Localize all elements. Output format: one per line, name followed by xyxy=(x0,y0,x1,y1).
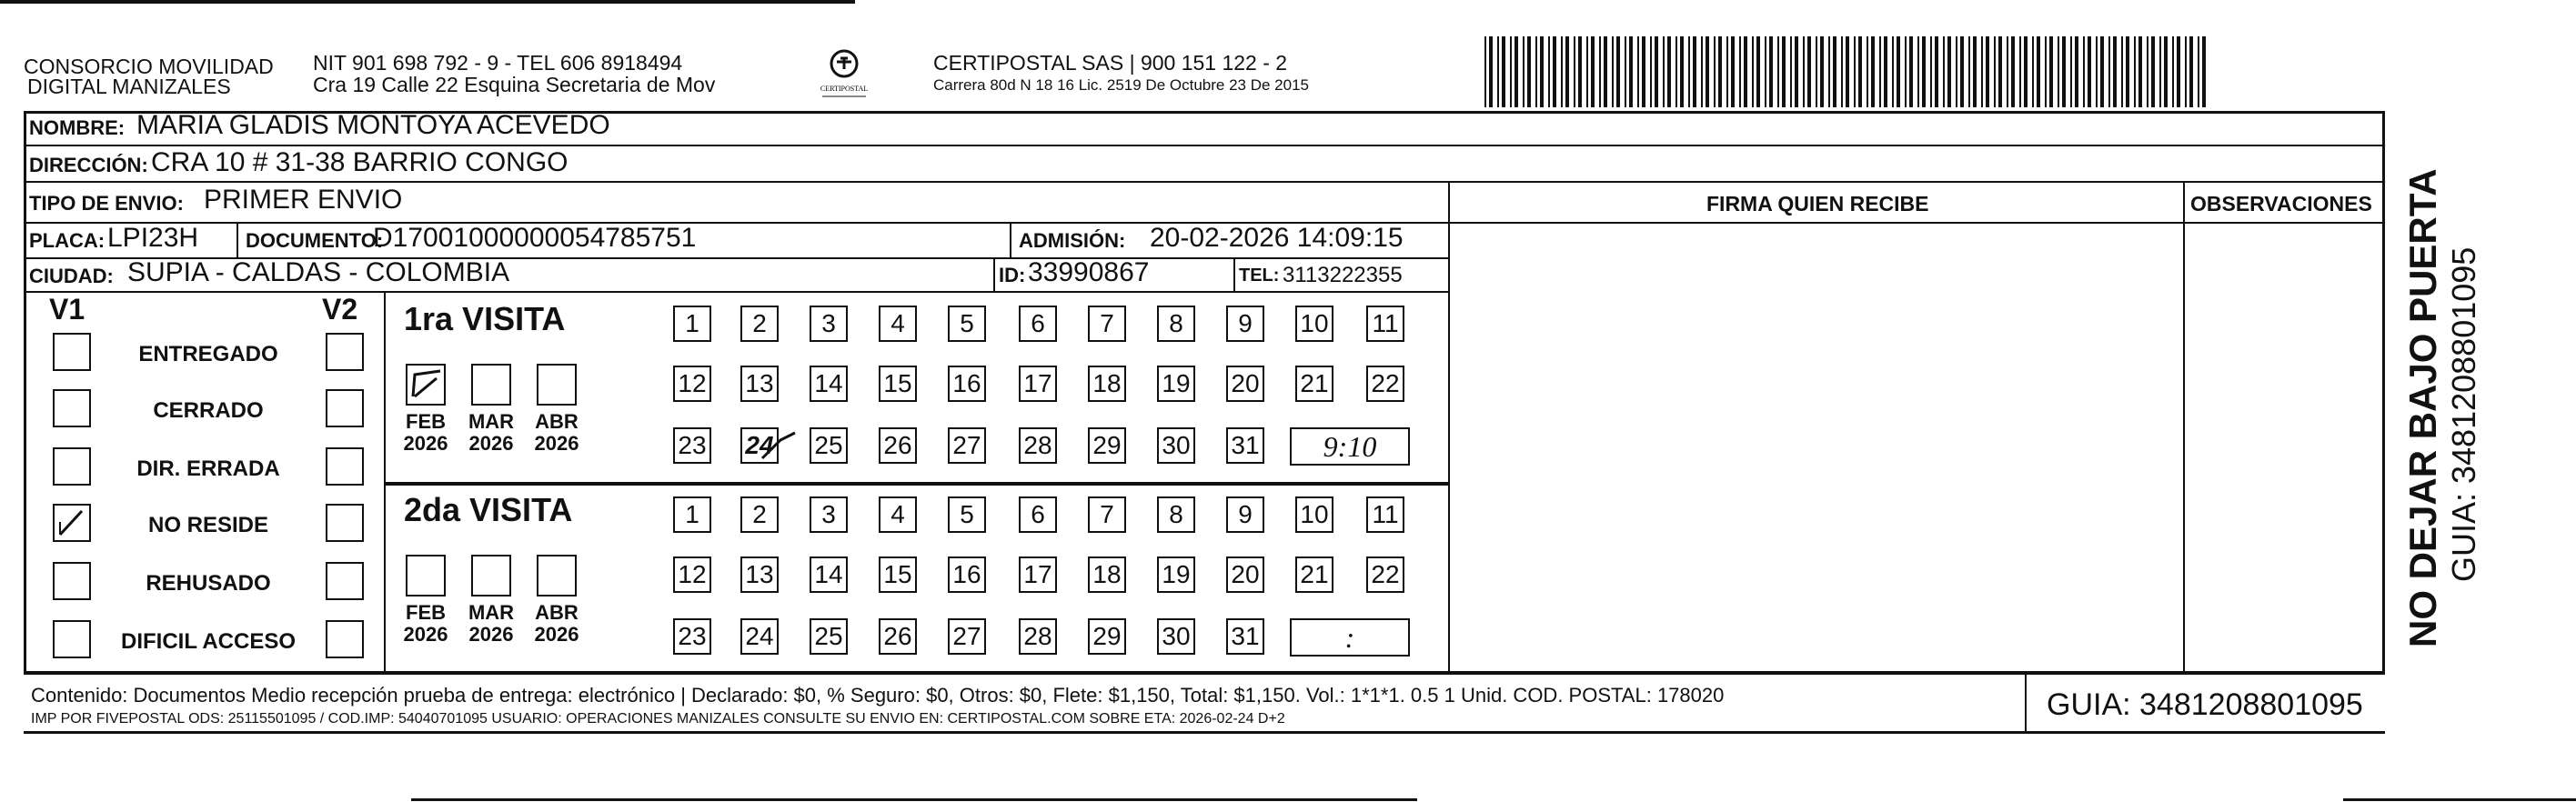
side-guia: GUIA: 3481208801095 xyxy=(2445,246,2482,582)
tel-label: TEL: xyxy=(1239,266,1280,286)
day-box[interactable]: 11 xyxy=(1366,306,1404,342)
barcode-bar xyxy=(2147,36,2148,107)
day-box[interactable]: 23 xyxy=(673,427,711,464)
day-box[interactable]: 4 xyxy=(879,496,917,533)
tipo-value: PRIMER ENVIO xyxy=(204,185,403,215)
month-checkbox[interactable] xyxy=(471,364,511,406)
barcode-bar xyxy=(1930,36,1932,107)
day-box[interactable]: 24 xyxy=(740,427,779,464)
barcode-bar xyxy=(1663,36,1665,107)
barcode-bar xyxy=(2126,36,2129,107)
day-box[interactable]: 10 xyxy=(1295,496,1333,533)
cell-divider xyxy=(1233,257,1235,292)
barcode-bar xyxy=(1922,36,1926,107)
status-label: NO RESIDE xyxy=(147,513,269,537)
month-checkbox[interactable] xyxy=(406,555,446,596)
year-label: 2026 xyxy=(468,623,514,646)
barcode-bar xyxy=(2159,36,2161,107)
barcode-bar xyxy=(2113,36,2117,107)
footer-bottom-line xyxy=(24,731,2385,734)
documento-value: D17001000000054785751 xyxy=(373,223,697,253)
barcode-bar xyxy=(1858,36,1862,107)
barcode-bar xyxy=(1854,36,1856,107)
barcode-bar xyxy=(1981,36,1983,107)
barcode-bar xyxy=(1612,36,1614,107)
check-mark-icon xyxy=(55,506,89,540)
barcode-bar xyxy=(1578,36,1582,107)
cell-divider xyxy=(236,222,238,258)
day-box[interactable]: 1 xyxy=(673,496,711,533)
visit-title: 2da VISITA xyxy=(404,491,573,528)
v2-checkbox[interactable] xyxy=(326,562,364,600)
day-box[interactable]: 13 xyxy=(740,366,779,402)
day-box[interactable]: 30 xyxy=(1157,427,1195,464)
id-value: 33990867 xyxy=(1028,257,1150,287)
barcode-bar xyxy=(2037,36,2040,107)
barcode-bar xyxy=(2011,36,2015,107)
day-box[interactable]: 8 xyxy=(1157,306,1195,342)
day-box[interactable]: 12 xyxy=(673,366,711,402)
day-box[interactable]: 8 xyxy=(1157,496,1195,533)
barcode-bar xyxy=(1527,36,1531,107)
scan-edge-bottom xyxy=(411,798,1417,801)
barcode-bar xyxy=(1714,36,1716,107)
imp-text: IMP POR FIVEPOSTAL ODS: 25115501095 / COD.IMP: 54040701095 USUARIO: OPERACIONES MANIZALES CONSULTE SU ENVIO EN: CERTIPOSTAL.COM SOBRE ETA: 2026-02-24 D+2 xyxy=(31,711,1285,727)
nit-line1: NIT 901 698 792 - 9 - TEL 606 8918494 xyxy=(313,51,683,75)
placa-label: PLACA: xyxy=(29,229,106,252)
visit-title: 1ra VISITA xyxy=(404,300,566,337)
id-label: ID: xyxy=(999,264,1026,286)
day-box[interactable]: 1 xyxy=(673,306,711,342)
barcode-bar xyxy=(1523,36,1524,107)
day-box[interactable]: 31 xyxy=(1226,618,1264,655)
barcode-bar xyxy=(1960,36,1964,107)
barcode-bar xyxy=(2172,36,2174,107)
documento-label: DOCUMENTO: xyxy=(246,229,384,252)
nombre-label: NOMBRE: xyxy=(29,116,126,139)
day-box[interactable]: 27 xyxy=(948,618,986,655)
barcode-bar xyxy=(1756,36,1760,107)
barcode-bar xyxy=(1790,36,1792,107)
barcode-bar xyxy=(1947,36,1951,107)
company2-line1: CERTIPOSTAL SAS | 900 151 122 - 2 xyxy=(933,51,1288,75)
v2-checkbox[interactable] xyxy=(326,504,364,542)
barcode-bar xyxy=(1884,36,1887,107)
company1-line1: CONSORCIO MOVILIDAD xyxy=(24,55,274,78)
v2-checkbox[interactable] xyxy=(326,333,364,371)
company1-line2: DIGITAL MANIZALES xyxy=(27,75,231,98)
barcode-bar xyxy=(2100,36,2104,107)
nombre-value: MARIA GLADIS MONTOYA ACEVEDO xyxy=(136,110,610,140)
day-box[interactable]: 14 xyxy=(810,366,848,402)
month-checkbox[interactable] xyxy=(537,364,577,406)
time-box[interactable]: : xyxy=(1290,618,1410,657)
day-box[interactable]: 17 xyxy=(1019,556,1057,593)
barcode-bar xyxy=(1905,36,1907,107)
barcode-bar xyxy=(1574,36,1575,107)
barcode-bar xyxy=(1769,36,1773,107)
barcode-bar xyxy=(2198,36,2199,107)
day-box[interactable]: 17 xyxy=(1019,366,1057,402)
barcode-bar xyxy=(1726,36,1728,107)
barcode-bar xyxy=(1502,36,1505,107)
barcode-bar xyxy=(1892,36,1894,107)
barcode-bar xyxy=(2138,36,2142,107)
barcode-bar xyxy=(2075,36,2078,107)
barcode-bar xyxy=(1586,36,1588,107)
day-box[interactable]: 4 xyxy=(879,306,917,342)
visit-divider xyxy=(384,482,1448,486)
day-box[interactable]: 6 xyxy=(1019,496,1057,533)
barcode-bar xyxy=(1484,36,1486,107)
barcode-bar xyxy=(1650,36,1652,107)
svg-text:CERTIPOSTAL: CERTIPOSTAL xyxy=(820,85,869,93)
barcode-bar xyxy=(1917,36,1919,107)
day-box[interactable]: 11 xyxy=(1366,496,1404,533)
barcode-bar xyxy=(2070,36,2072,107)
day-box[interactable]: 16 xyxy=(948,366,986,402)
status-label: CERRADO xyxy=(153,398,264,423)
barcode-bar xyxy=(1739,36,1741,107)
barcode-bar xyxy=(1701,36,1703,107)
day-box[interactable]: 18 xyxy=(1088,366,1126,402)
barcode-bar xyxy=(1998,36,2002,107)
v1-checkbox[interactable] xyxy=(53,620,91,658)
barcode-bar xyxy=(2151,36,2155,107)
day-box[interactable]: 2 xyxy=(740,496,779,533)
barcode-bar xyxy=(1816,36,1817,107)
status-label: ENTREGADO xyxy=(138,342,278,366)
time-box[interactable]: 9:10 xyxy=(1290,427,1410,466)
barcode-bar xyxy=(2007,36,2008,107)
column-divider xyxy=(1448,181,1450,673)
admision-value: 20-02-2026 14:09:15 xyxy=(1150,223,1404,253)
day-box[interactable]: 14 xyxy=(810,556,848,593)
barcode-bar xyxy=(2049,36,2053,107)
day-box[interactable]: 19 xyxy=(1157,556,1195,593)
v1-checkbox[interactable] xyxy=(53,562,91,600)
barcode-bar xyxy=(1604,36,1607,107)
barcode-bar xyxy=(1591,36,1595,107)
barcode-bar xyxy=(1553,36,1556,107)
v1-checkbox[interactable] xyxy=(53,333,91,371)
direccion-label: DIRECCIÓN: xyxy=(29,154,148,176)
day-box[interactable]: 27 xyxy=(948,427,986,464)
day-box[interactable]: 28 xyxy=(1019,427,1057,464)
v1-label: V1 xyxy=(49,293,86,326)
row-line xyxy=(24,145,2385,146)
barcode-bar xyxy=(1655,36,1658,107)
barcode-bar xyxy=(1956,36,1957,107)
footer-divider xyxy=(2025,671,2027,731)
day-check-mark-icon xyxy=(759,431,799,472)
month-label: ABR xyxy=(535,601,579,624)
year-label: 2026 xyxy=(534,432,579,455)
barcode-bar xyxy=(2134,36,2136,107)
day-box[interactable]: 19 xyxy=(1157,366,1195,402)
barcode-bar xyxy=(1489,36,1493,107)
barcode-bar xyxy=(1688,36,1690,107)
day-box[interactable]: 15 xyxy=(879,366,917,402)
barcode-bar xyxy=(1642,36,1645,107)
barcode-bar xyxy=(1497,36,1499,107)
day-box[interactable]: 23 xyxy=(673,618,711,655)
barcode-bar xyxy=(1731,36,1735,107)
barcode-bar xyxy=(1548,36,1550,107)
day-box[interactable]: 28 xyxy=(1019,618,1057,655)
footer-guia: GUIA: 3481208801095 xyxy=(2047,687,2363,722)
barcode-bar xyxy=(1718,36,1722,107)
barcode-bar xyxy=(1828,36,1830,107)
barcode-bar xyxy=(1973,36,1977,107)
barcode-bar xyxy=(1879,36,1881,107)
barcode-bar xyxy=(1744,36,1747,107)
day-box[interactable]: 22 xyxy=(1366,366,1404,402)
barcode-bar xyxy=(1706,36,1709,107)
day-box[interactable]: 22 xyxy=(1366,556,1404,593)
admision-label: ADMISIÓN: xyxy=(1019,229,1126,252)
v1-checkbox[interactable] xyxy=(53,389,91,427)
barcode-bar xyxy=(1765,36,1766,107)
day-box[interactable]: 3 xyxy=(810,496,848,533)
barcode xyxy=(1484,36,2207,107)
ciudad-label: CIUDAD: xyxy=(29,265,114,287)
day-box[interactable]: 13 xyxy=(740,556,779,593)
barcode-bar xyxy=(1565,36,1569,107)
barcode-bar xyxy=(1629,36,1633,107)
barcode-bar xyxy=(2024,36,2028,107)
barcode-bar xyxy=(1897,36,1900,107)
month-label: FEB xyxy=(406,410,446,433)
day-box[interactable]: 20 xyxy=(1226,556,1264,593)
row-line xyxy=(24,671,2385,673)
day-box[interactable]: 16 xyxy=(948,556,986,593)
barcode-bar xyxy=(1986,36,1989,107)
certipostal-logo-icon xyxy=(817,45,871,102)
barcode-bar xyxy=(1807,36,1811,107)
cell-divider xyxy=(993,257,995,292)
barcode-bar xyxy=(1909,36,1913,107)
barcode-bar xyxy=(1675,36,1677,107)
barcode-bar xyxy=(1820,36,1824,107)
day-box[interactable]: 24 xyxy=(740,618,779,655)
cell-divider xyxy=(1010,222,1011,258)
year-label: 2026 xyxy=(534,623,579,646)
barcode-bar xyxy=(2096,36,2098,107)
v2-checkbox[interactable] xyxy=(326,620,364,658)
day-box[interactable]: 5 xyxy=(948,496,986,533)
barcode-bar xyxy=(2164,36,2168,107)
tipo-label: TIPO DE ENVIO: xyxy=(29,192,184,215)
barcode-bar xyxy=(2185,36,2187,107)
day-box[interactable]: 3 xyxy=(810,306,848,342)
barcode-bar xyxy=(1994,36,1996,107)
barcode-bar xyxy=(2177,36,2180,107)
tel-value: 3113222355 xyxy=(1283,263,1403,287)
barcode-bar xyxy=(1535,36,1537,107)
barcode-bar xyxy=(1871,36,1875,107)
barcode-bar xyxy=(1599,36,1601,107)
nit-line2: Cra 19 Calle 22 Esquina Secretaria de Mov xyxy=(313,73,716,96)
day-box[interactable]: 15 xyxy=(879,556,917,593)
month-checkbox[interactable] xyxy=(471,555,511,596)
day-box[interactable]: 21 xyxy=(1295,556,1333,593)
status-label: DIR. ERRADA xyxy=(136,456,280,481)
barcode-bar xyxy=(2189,36,2193,107)
column-divider xyxy=(2183,181,2185,673)
day-box[interactable]: 21 xyxy=(1295,366,1333,402)
year-label: 2026 xyxy=(403,623,448,646)
barcode-bar xyxy=(1777,36,1779,107)
barcode-bar xyxy=(1510,36,1512,107)
barcode-bar xyxy=(1693,36,1696,107)
v1-checkbox[interactable] xyxy=(53,447,91,486)
barcode-bar xyxy=(1841,36,1843,107)
scan-edge-bottom xyxy=(2343,798,2576,801)
barcode-bar xyxy=(1833,36,1836,107)
barcode-bar xyxy=(1867,36,1868,107)
barcode-bar xyxy=(1935,36,1938,107)
year-label: 2026 xyxy=(403,432,448,455)
scan-edge-top xyxy=(0,0,855,4)
barcode-bar xyxy=(1561,36,1563,107)
row-line xyxy=(24,181,2385,183)
barcode-bar xyxy=(1782,36,1786,107)
barcode-bar xyxy=(2202,36,2206,107)
day-box[interactable]: 7 xyxy=(1088,496,1126,533)
barcode-bar xyxy=(1795,36,1798,107)
month-label: ABR xyxy=(535,410,579,433)
v2-checkbox[interactable] xyxy=(326,389,364,427)
v2-checkbox[interactable] xyxy=(326,447,364,486)
placa-value: LPI23H xyxy=(107,223,199,253)
barcode-bar xyxy=(1803,36,1805,107)
barcode-bar xyxy=(1943,36,1945,107)
barcode-bar xyxy=(2062,36,2066,107)
barcode-bar xyxy=(2121,36,2123,107)
barcode-bar xyxy=(2108,36,2110,107)
barcode-bar xyxy=(1667,36,1671,107)
day-box[interactable]: 26 xyxy=(879,427,917,464)
barcode-bar xyxy=(2045,36,2047,107)
day-box[interactable]: 25 xyxy=(810,427,848,464)
status-label: REHUSADO xyxy=(146,571,271,596)
barcode-bar xyxy=(2032,36,2034,107)
barcode-bar xyxy=(2019,36,2021,107)
day-box[interactable]: 20 xyxy=(1226,366,1264,402)
observaciones-header: OBSERVACIONES xyxy=(2190,192,2372,216)
day-box[interactable]: 25 xyxy=(810,618,848,655)
day-box[interactable]: 9 xyxy=(1226,306,1264,342)
day-box[interactable]: 31 xyxy=(1226,427,1264,464)
barcode-bar xyxy=(2058,36,2059,107)
month-label: FEB xyxy=(406,601,446,624)
ciudad-value: SUPIA - CALDAS - COLOMBIA xyxy=(127,257,510,287)
barcode-bar xyxy=(1625,36,1626,107)
firma-header: FIRMA QUIEN RECIBE xyxy=(1706,192,1929,216)
day-box[interactable]: 29 xyxy=(1088,427,1126,464)
day-box[interactable]: 6 xyxy=(1019,306,1057,342)
barcode-bar xyxy=(1846,36,1849,107)
certipostal-logo xyxy=(817,45,871,102)
barcode-bar xyxy=(1752,36,1754,107)
day-box[interactable]: 12 xyxy=(673,556,711,593)
day-box[interactable]: 10 xyxy=(1295,306,1333,342)
day-box[interactable]: 26 xyxy=(879,618,917,655)
day-box[interactable]: 30 xyxy=(1157,618,1195,655)
barcode-bar xyxy=(1968,36,1970,107)
month-label: MAR xyxy=(468,410,515,433)
barcode-bar xyxy=(2083,36,2085,107)
month-label: MAR xyxy=(468,601,515,624)
barcode-bar xyxy=(1616,36,1620,107)
day-box[interactable]: 9 xyxy=(1226,496,1264,533)
barcode-bar xyxy=(1514,36,1518,107)
direccion-value: CRA 10 # 31-38 BARRIO CONGO xyxy=(151,147,569,177)
day-box[interactable]: 5 xyxy=(948,306,986,342)
barcode-bar xyxy=(1637,36,1639,107)
month-checkbox[interactable] xyxy=(537,555,577,596)
barcode-bar xyxy=(1680,36,1684,107)
day-box[interactable]: 2 xyxy=(740,306,779,342)
side-warning: NO DEJAR BAJO PUERTA xyxy=(2401,168,2444,647)
v2-label: V2 xyxy=(322,293,358,326)
year-label: 2026 xyxy=(468,432,514,455)
day-box[interactable]: 7 xyxy=(1088,306,1126,342)
barcode-bar xyxy=(1540,36,1544,107)
v1-checkbox[interactable] xyxy=(53,504,91,542)
barcode-bar xyxy=(2088,36,2091,107)
day-box[interactable]: 18 xyxy=(1088,556,1126,593)
check-mark-icon xyxy=(408,366,444,404)
company2-line2: Carrera 80d N 18 16 Lic. 2519 De Octubre 23 De 2015 xyxy=(933,76,1309,94)
month-checkbox[interactable] xyxy=(406,364,446,406)
day-box[interactable]: 29 xyxy=(1088,618,1126,655)
status-label: DIFICIL ACCESO xyxy=(120,629,296,654)
contenido-text: Contenido: Documentos Medio recepción prueba de entrega: electrónico | Declarado: $0, % Seguro: $0, Otros: $0, Flete: $1,150, Total: $1,150. Vol.: 1*1*1. 0.5 1 Unid. COD. POSTAL: 178020 xyxy=(31,684,1725,707)
